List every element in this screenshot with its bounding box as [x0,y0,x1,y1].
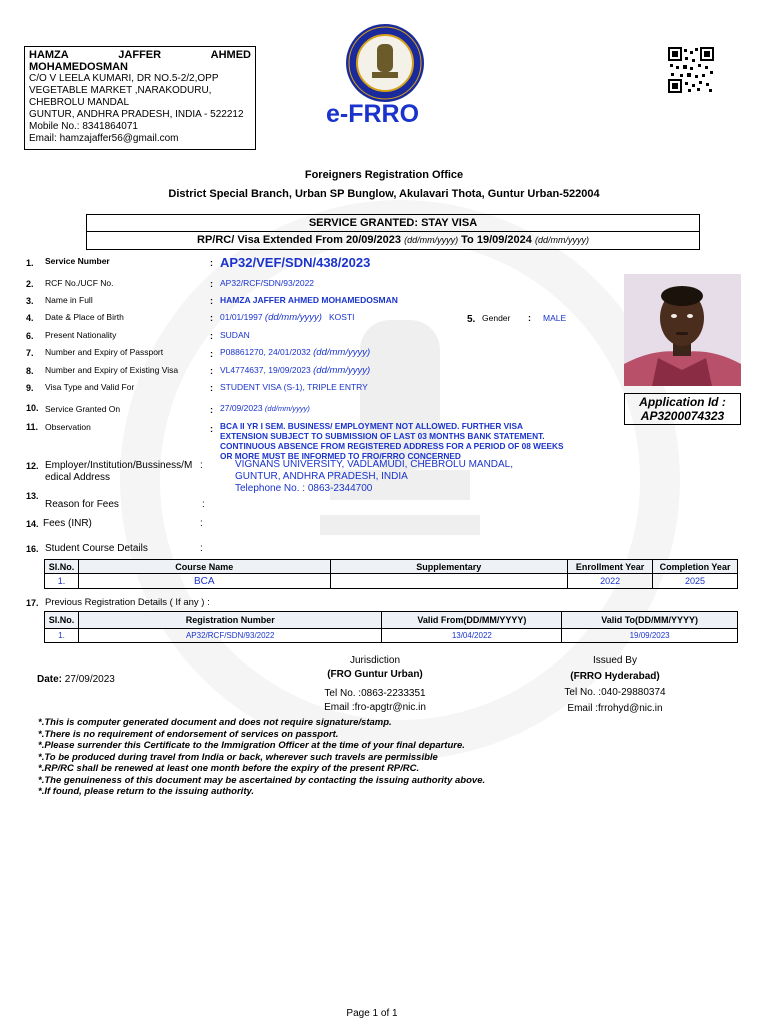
table-header: Valid To(DD/MM/YYYY) [562,612,738,629]
table-header: Enrollment Year [568,560,653,574]
colon: : [210,279,213,289]
field-number: 17. [26,598,39,608]
jurisdiction-block: Jurisdiction (FRO Guntur Urban) Tel No. :0863-2233351 Email :fro-apgtr@nic.in [324,655,426,713]
address-line2: VEGETABLE MARKET ,NARAKODURU, [29,85,212,96]
applicant-name-line1: HAMZA JAFFER AHMED [29,49,251,61]
registration-table [44,611,738,643]
service-number-label: Service Number [45,256,110,266]
prev-reg-label: Previous Registration Details ( If any ) : [45,597,210,608]
office-branch: District Special Branch, Urban SP Bunglow, Akulavari Thota, Guntur Urban-522004 [168,188,600,200]
issued-by-block: Issued By (FRRO Hyderabad) Tel No. :040-29880374 Email :frrohyd@nic.in [564,655,666,714]
colon: : [200,543,203,554]
visa-type-value: STUDENT VISA (S-1), TRIPLE ENTRY [220,382,368,392]
bureau-of-immigration-seal-logo [344,22,426,104]
email-line: Email: hamzajaffer56@gmail.com [29,133,179,144]
table-header: Registration Number [78,612,381,629]
application-id-label: Application Id : [639,395,726,409]
table-header: Course Name [78,560,330,574]
table-header: Valid From(DD/MM/YYYY) [382,612,562,629]
name-label: Name in Full [45,295,93,305]
field-number: 12. [26,461,39,471]
course-table [44,559,738,589]
field-number: 4. [26,313,34,323]
field-number: 5. [467,314,476,325]
course-label: Student Course Details [45,543,148,554]
nationality-value: SUDAN [220,330,250,340]
colon: : [210,258,213,268]
office-title: Foreigners Registration Office [304,169,464,181]
field-number: 14. [26,519,39,529]
visa-type-label: Visa Type and Valid For [45,382,135,392]
applicant-photo [624,274,741,386]
colon: : [210,405,213,415]
service-granted-title: SERVICE GRANTED: STAY VISA [87,215,699,232]
colon: : [210,331,213,341]
visa-value: VL4774637, 19/09/2023 (dd/mm/yyyy) [220,365,371,376]
field-number: 3. [26,296,34,306]
colon: : [200,460,203,471]
address-box [24,46,256,150]
field-number: 6. [26,331,34,341]
visa-extended-line: RP/RC/ Visa Extended From 20/09/2023 (dd/mm/yyyy) To 19/09/2024 (dd/mm/yyyy) [197,234,589,246]
field-number: 13. [26,491,39,501]
granted-on-value: 27/09/2023 (dd/mm/yyyy) [220,403,310,413]
page-number: Page 1 of 1 [346,1008,398,1019]
table-header: Completion Year [653,560,738,574]
field-number: 10. [26,403,39,413]
colon: : [210,313,213,323]
address-line3: CHEBROLU MANDAL [29,97,130,108]
granted-on-label: Service Granted On [45,404,121,414]
brand-title: e-FRRO [326,100,420,128]
nationality-label: Present Nationality [45,330,117,340]
rcf-no-value: AP32/RCF/SDN/93/2022 [220,278,315,288]
table-header: Sl.No. [45,612,79,629]
footnotes: *.This is computer generated document and does not require signature/stamp. *.There is no requirement of endorsement of services on passport. *.Please surrender this Certificate to the Immigration Officer at the time of your final departure. *.To be produced during travel from India or back, wherever such travels are permissible *.RP/RC shall be renewed at least one month before the expiry of the present RP/RC. *.The genuineness of this document may be ascertained by contacting the issuing authority above. *.If found, please return to the issuing authority. [38,717,486,797]
field-number: 9. [26,383,34,393]
reason-label: Reason for Fees [45,499,119,510]
colon: : [200,518,203,529]
employer-label: Employer/Institution/Bussiness/M edical Address [45,460,193,483]
colon: : [210,349,213,359]
visa-label: Number and Expiry of Existing Visa [45,365,179,375]
rcf-no-label: RCF No./UCF No. [45,278,114,288]
gender-label: Gender [482,313,511,323]
address-line4: GUNTUR, ANDHRA PRADESH, INDIA - 522212 [29,109,244,120]
passport-label: Number and Expiry of Passport [45,347,164,357]
colon: : [210,383,213,393]
field-number: 16. [26,544,39,554]
colon: : [202,499,205,510]
name-value: HAMZA JAFFER AHMED MOHAMEDOSMAN [220,295,398,305]
address-line1: C/O V LEELA KUMARI, DR NO.5-2/2,OPP [29,73,219,84]
colon: : [210,296,213,306]
employer-value: VIGNANS UNIVERSITY, VADLAMUDI, CHEBROLU MANDAL, GUNTUR, ANDHRA PRADESH, INDIA Telephone No. : 0863-2344700 [235,459,514,494]
service-granted-box [86,214,700,250]
table-header: Supplementary [330,560,568,574]
table-row: 1. BCA 2022 2025 [45,574,738,589]
applicant-name-line2: MOHAMEDOSMAN [29,61,128,73]
field-number: 8. [26,366,34,376]
field-number: 7. [26,348,34,358]
qr-code-icon [668,47,714,93]
dob-value: 01/01/1997 (dd/mm/yyyy) KOSTI [220,312,355,323]
colon: : [210,366,213,376]
colon: : [528,313,531,323]
observation-label: Observation [45,422,91,432]
field-number: 2. [26,279,34,289]
dob-label: Date & Place of Birth [45,312,124,322]
gender-value: MALE [543,313,567,323]
field-number: 1. [26,258,34,268]
observation-value: BCA II YR I SEM. BUSINESS/ EMPLOYMENT NOT ALLOWED. FURTHER VISA EXTENSION SUBJECT TO SUBMISSION OF LAST 03 MONTHS BANK STATEMENT. CONTINUOUS ABSENCE FROM REGISTERED ADDRESS FOR A PERIOD OF 08 WEEKS OR MORE MUST BE INFORMED TO FRO/FRRO CONCERNED [220,421,564,461]
application-id-value: AP3200074323 [640,409,725,423]
field-number: 11. [26,422,39,432]
issue-date: Date: 27/09/2023 [37,674,115,685]
table-header: Sl.No. [45,560,79,574]
passport-value: P08861270, 24/01/2032 (dd/mm/yyyy) [220,347,371,358]
mobile-line: Mobile No.: 8341864071 [29,121,138,132]
fees-label: Fees (INR) [43,518,92,529]
colon: : [210,424,213,434]
service-number-value: AP32/VEF/SDN/438/2023 [220,255,371,270]
table-row: 1. AP32/RCF/SDN/93/2022 13/04/2022 19/09/2023 [45,629,738,643]
application-id-box [624,393,741,425]
